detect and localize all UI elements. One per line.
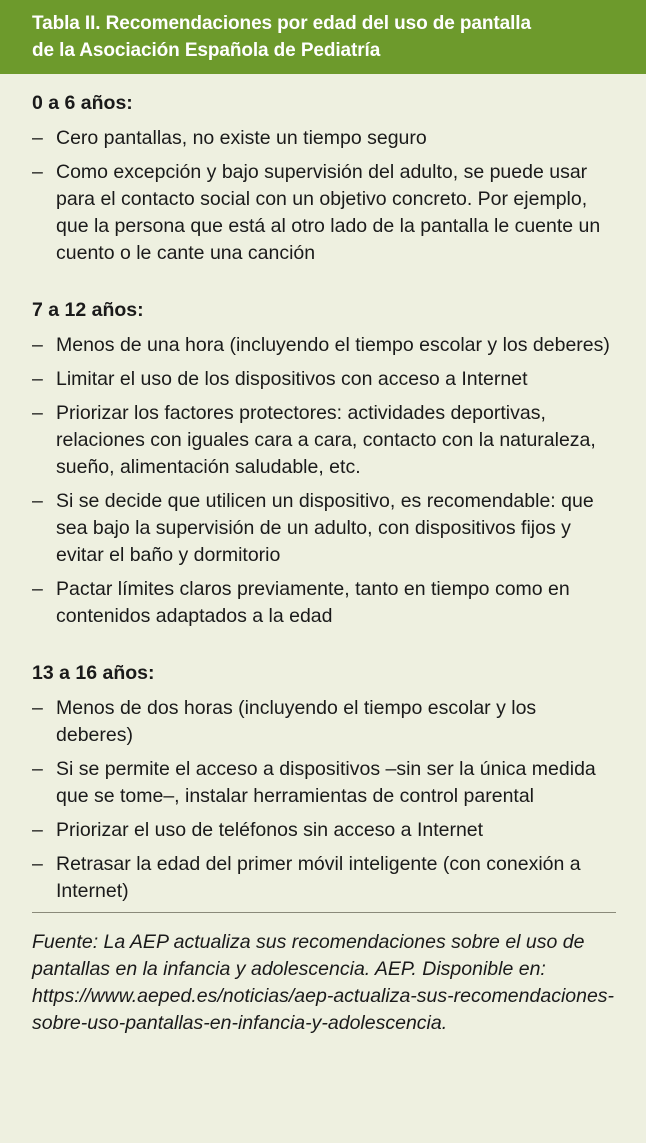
section-13-16 bbox=[32, 660, 616, 905]
item-text: Retrasar la edad del primer móvil inteligente (con conexión a Internet) bbox=[56, 853, 581, 902]
dash-bullet: – bbox=[32, 127, 43, 149]
item-text: Si se permite el acceso a dispositivos –sin ser la única medida que se tome–, instalar herramientas de control parental bbox=[56, 758, 596, 807]
dash-bullet: – bbox=[32, 490, 43, 512]
item-text: Como excepción y bajo supervisión del adulto, se puede usar para el contacto social con un objetivo concreto. Por ejemplo, que la persona que está al otro lado de la pantalla le cuente un cuento o le cante una canción bbox=[56, 161, 601, 264]
dash-bullet: – bbox=[32, 402, 43, 424]
section-title: 7 a 12 años: bbox=[32, 299, 144, 321]
list-item bbox=[32, 576, 616, 630]
item-text: Pactar límites claros previamente, tanto en tiempo como en contenidos adaptados a la edad bbox=[56, 578, 570, 627]
item-text: Menos de dos horas (incluyendo el tiempo escolar y los deberes) bbox=[56, 697, 537, 746]
item-text: Menos de una hora (incluyendo el tiempo escolar y los deberes) bbox=[56, 334, 610, 356]
section-7-12 bbox=[32, 297, 616, 630]
dash-bullet: – bbox=[32, 578, 43, 600]
list-item bbox=[32, 851, 616, 905]
list-item bbox=[32, 366, 616, 393]
list-item bbox=[32, 400, 616, 481]
list-item bbox=[32, 125, 616, 152]
table-header bbox=[0, 0, 646, 74]
table-title-line-1: Tabla II. Recomendaciones por edad del uso de pantalla bbox=[32, 13, 531, 34]
item-text: Priorizar el uso de teléfonos sin acceso a Internet bbox=[56, 819, 484, 841]
item-text: Cero pantallas, no existe un tiempo seguro bbox=[56, 127, 427, 149]
item-text: Si se decide que utilicen un dispositivo, es recomendable: que sea bajo la supervisión de un adulto, con dispositivos fijos y evitar el baño y dormitorio bbox=[56, 490, 594, 566]
dash-bullet: – bbox=[32, 368, 43, 390]
table-title-line-2: de la Asociación Española de Pediatría bbox=[32, 40, 381, 61]
dash-bullet: – bbox=[32, 758, 43, 780]
table-body bbox=[0, 74, 646, 1037]
list-item bbox=[32, 756, 616, 810]
section-0-6 bbox=[32, 90, 616, 267]
source-divider bbox=[32, 912, 616, 913]
dash-bullet: – bbox=[32, 697, 43, 719]
list-item bbox=[32, 488, 616, 569]
section-title: 13 a 16 años: bbox=[32, 662, 155, 684]
source-note: Fuente: La AEP actualiza sus recomendaciones sobre el uso de pantallas en la infancia y adolescencia. AEP. Disponible en: https://www.aeped.es/noticias/aep-actualiza-sus-recomendaciones-sobre-uso-pantallas-en-infancia-y-adolescencia. bbox=[32, 931, 615, 1034]
section-title: 0 a 6 años: bbox=[32, 92, 133, 114]
item-text: Priorizar los factores protectores: actividades deportivas, relaciones con iguales cara a cara, contacto con la naturaleza, sueño, alimentación saludable, etc. bbox=[56, 402, 596, 478]
list-item bbox=[32, 695, 616, 749]
item-text: Limitar el uso de los dispositivos con acceso a Internet bbox=[56, 368, 528, 390]
list-item bbox=[32, 159, 616, 267]
dash-bullet: – bbox=[32, 819, 43, 841]
dash-bullet: – bbox=[32, 334, 43, 356]
dash-bullet: – bbox=[32, 161, 43, 183]
list-item bbox=[32, 332, 616, 359]
list-item bbox=[32, 817, 616, 844]
dash-bullet: – bbox=[32, 853, 43, 875]
